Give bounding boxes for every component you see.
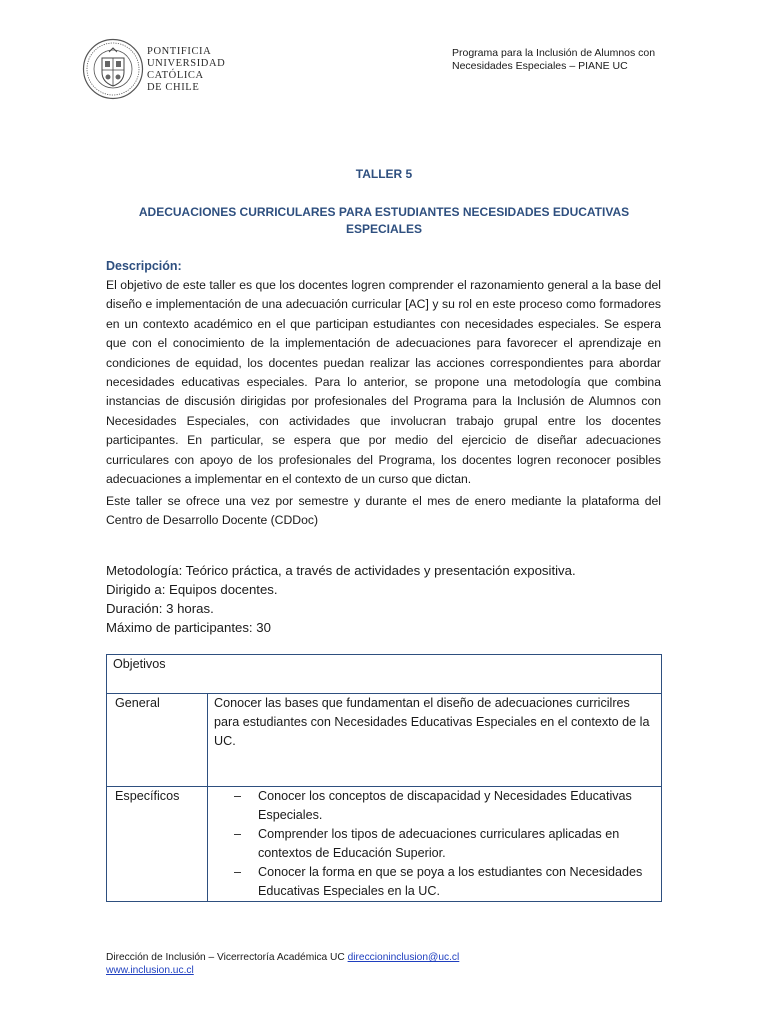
description-label: Descripción:	[106, 259, 182, 273]
specific-label: Específicos	[107, 787, 208, 902]
list-item: – Conocer los conceptos de discapacidad y Necesidades Educativas Especiales.	[214, 787, 655, 825]
footer	[106, 951, 459, 977]
footer-website-link[interactable]: www.inclusion.uc.cl	[106, 965, 194, 976]
footer-email-link[interactable]: direccioninclusion@uc.cl	[347, 952, 460, 963]
footer-department: Dirección de Inclusión – Vicerrectoría Académica UC	[106, 952, 348, 963]
program-header-line: Necesidades Especiales – PIANE UC	[452, 60, 628, 72]
table-row	[107, 787, 662, 902]
detail-methodology: Metodología: Teórico práctica, a través de actividades y presentación expositiva.	[106, 563, 576, 578]
program-header-line: Programa para la Inclusión de Alumnos con	[452, 47, 656, 59]
specific-objectives-list	[214, 787, 655, 901]
description-paragraph: El objetivo de este taller es que los docentes logren comprender el razonamiento general a la base del diseño e implementación de una adecuación curricular [AC] y su rol en este proceso como formadores en un contexto académico en el que participan estudiantes con necesidades especiales. Se espera que con el conocimiento de la implementación de adecuaciones para favorecer el aprendizaje en condiciones de equidad, los docentes puedan realizar las acciones correspondientes para abordar necesidades educativas especiales. Para lo anterior, se propone una metodología que combina instancias de discusión dirigidas por profesionales del Programa para la Inclusión de Alumnos con Necesidades Especiales, con actividades que involucran trabajo grupal entre los docentes participantes. En particular, se espera que por medio del ejercicio de diseñar adecuaciones curriculares con apoyo de los profesionales del Programa, los docentes logren reconocer posibles adecuaciones a implementar en el contexto de un curso que dictan.	[106, 278, 661, 487]
table-row	[107, 694, 662, 787]
objectives-header: Objetivos	[107, 655, 662, 694]
table-row	[107, 655, 662, 694]
university-name-line: DE CHILE	[147, 82, 200, 93]
general-objective: Conocer las bases que fundamentan el diseño de adecuaciones curricilres para estudiantes con Necesidades Educativas Especiales en el contexto de la UC.	[208, 694, 662, 787]
workshop-details	[106, 561, 576, 637]
objectives-table	[106, 654, 662, 902]
general-label: General	[107, 694, 208, 787]
university-name-line: CATÓLICA	[147, 70, 204, 81]
university-seal-logo	[82, 38, 144, 100]
specific-objectives	[208, 787, 662, 902]
university-name	[147, 46, 225, 94]
offer-paragraph: Este taller se ofrece una vez por semestre y durante el mes de enero mediante la plataforma del Centro de Desarrollo Docente (CDDoc)	[106, 494, 661, 528]
footer-line	[106, 951, 459, 964]
detail-duration: Duración: 3 horas.	[106, 601, 214, 616]
footer-line	[106, 964, 459, 977]
list-item: – Comprender los tipos de adecuaciones curriculares aplicadas en contextos de Educación Superior.	[214, 825, 655, 863]
program-header	[452, 47, 682, 73]
detail-max-participants: Máximo de participantes: 30	[106, 620, 271, 635]
list-item: – Conocer la forma en que se poya a los estudiantes con Necesidades Educativas Especiales en la UC.	[214, 863, 655, 901]
taller-title: TALLER 5	[355, 167, 413, 181]
detail-audience: Dirigido a: Equipos docentes.	[106, 582, 278, 597]
university-name-line: UNIVERSIDAD	[147, 58, 226, 69]
main-heading: ADECUACIONES CURRICULARES PARA ESTUDIANTES NECESIDADES EDUCATIVAS ESPECIALES	[138, 205, 630, 236]
university-name-line: PONTIFICIA	[147, 46, 212, 57]
